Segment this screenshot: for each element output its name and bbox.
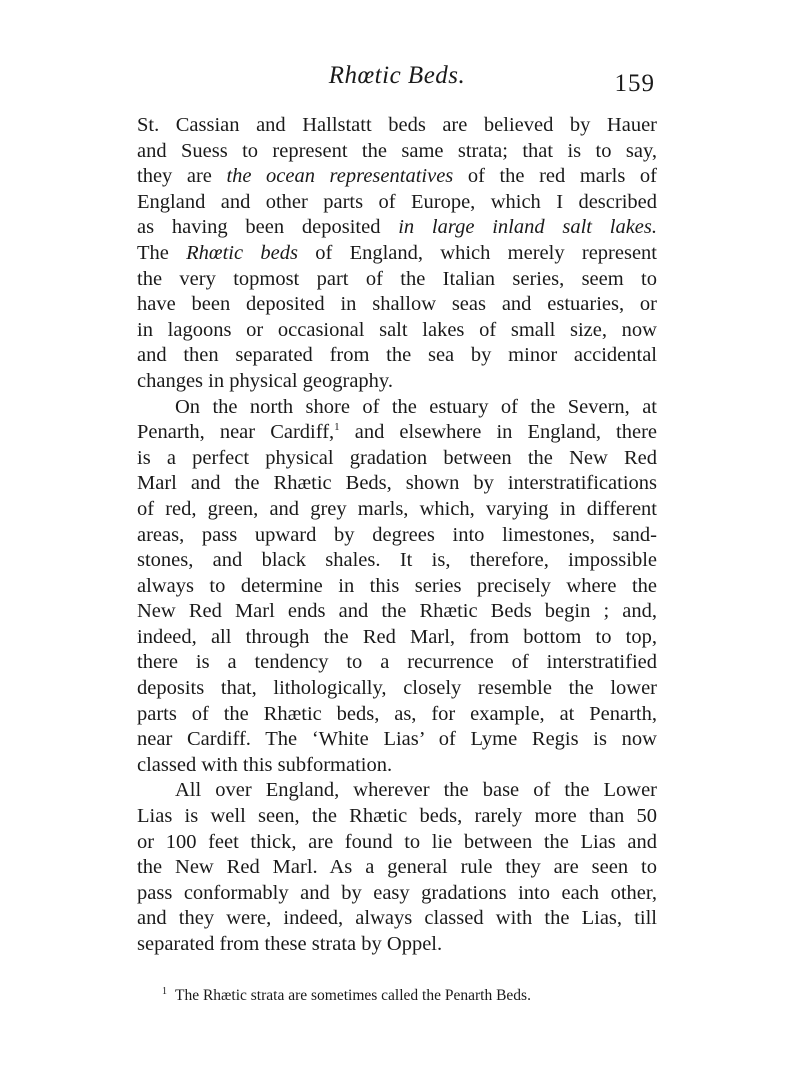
text-line <box>137 318 657 344</box>
text-line <box>137 523 657 549</box>
text-line <box>137 727 657 753</box>
text-segment: of the red marls of <box>453 165 657 188</box>
paragraph <box>137 778 657 957</box>
footnote-text: The Rhætic strata are sometimes called the Penarth Beds. <box>175 987 531 1004</box>
text-line <box>137 574 657 600</box>
paragraph <box>137 113 657 395</box>
text-segment: they are <box>137 165 227 188</box>
footnote: 1 The Rhætic strata are sometimes called the Penarth Beds. <box>162 985 531 1004</box>
italic-text: the ocean representatives <box>226 165 454 188</box>
running-title: Rhœtic Beds. <box>328 62 466 89</box>
text-segment: Marl and the Rhætic Beds, shown by interstratifications <box>137 472 657 495</box>
text-line <box>137 215 657 241</box>
text-segment: of red, green, and grey marls, which, varying in different <box>137 497 657 520</box>
text-segment: areas, pass upward by degrees into limestones, sand- <box>137 523 657 546</box>
text-line <box>137 292 657 318</box>
text-line <box>137 625 657 651</box>
footnote-reference: 1 <box>334 421 340 434</box>
text-line <box>137 139 657 165</box>
italic-text: in large inland salt lakes. <box>398 216 658 239</box>
text-line <box>137 343 657 369</box>
text-segment: is a perfect physical gradation between the New Red <box>137 446 657 469</box>
text-segment: classed with this subformation. <box>137 753 393 776</box>
text-segment: stones, and black shales. It is, therefore, impossible <box>137 549 657 572</box>
body-text <box>137 113 657 958</box>
text-segment: and elsewhere in England, there <box>339 421 657 444</box>
text-line <box>137 599 657 625</box>
text-segment: or 100 feet thick, are found to lie between the Lias and <box>137 830 657 853</box>
text-segment: The <box>137 241 187 264</box>
text-segment: there is a tendency to a recurrence of interstratified <box>137 651 657 674</box>
text-line <box>137 932 657 958</box>
text-segment: On the north shore of the estuary of the Severn, at <box>175 395 657 418</box>
text-segment: the very topmost part of the Italian series, seem to <box>137 267 657 290</box>
text-line <box>137 830 657 856</box>
text-segment: near Cardiff. The ‘White Lias’ of Lyme Regis is now <box>137 728 657 751</box>
text-line <box>137 881 657 907</box>
text-line <box>137 906 657 932</box>
text-line <box>137 702 657 728</box>
text-segment: indeed, all through the Red Marl, from bottom to top, <box>137 625 657 648</box>
text-segment: in lagoons or occasional salt lakes of small size, now <box>137 318 657 341</box>
running-head <box>137 62 657 102</box>
text-segment: Penarth, near Cardiff, <box>137 421 335 444</box>
text-segment: and Suess to represent the same strata; that is to say, <box>137 139 657 162</box>
text-segment: and then separated from the sea by minor accidental <box>137 344 657 367</box>
text-segment: have been deposited in shallow seas and estuaries, or <box>137 293 657 316</box>
text-segment: All over England, wherever the base of the Lower <box>175 779 657 802</box>
text-segment: the New Red Marl. As a general rule they are seen to <box>137 856 657 879</box>
text-line <box>137 753 657 779</box>
text-segment: deposits that, lithologically, closely resemble the lower <box>137 677 657 700</box>
paragraph <box>137 395 657 779</box>
text-line <box>137 420 657 446</box>
text-segment: separated from these strata by Oppel. <box>137 933 443 955</box>
text-segment: St. Cassian and Hallstatt beds are believed by Hauer <box>137 114 657 136</box>
text-line <box>137 190 657 216</box>
text-segment: as having been deposited <box>137 216 399 239</box>
text-line <box>137 241 657 267</box>
text-line <box>137 804 657 830</box>
text-segment: parts of the Rhætic beds, as, for example, at Penarth, <box>137 702 657 725</box>
text-line <box>137 778 657 804</box>
text-line <box>137 497 657 523</box>
text-line <box>137 164 657 190</box>
italic-text: Rhœtic beds <box>186 241 298 264</box>
text-segment: and they were, indeed, always classed with the Lias, till <box>137 907 657 930</box>
text-line <box>137 548 657 574</box>
text-line <box>137 676 657 702</box>
text-line <box>137 471 657 497</box>
text-line <box>137 395 657 421</box>
text-line <box>137 267 657 293</box>
text-segment: changes in physical geography. <box>137 369 393 392</box>
text-segment: New Red Marl ends and the Rhætic Beds begin ; and, <box>137 600 657 623</box>
text-segment: always to determine in this series precisely where the <box>137 574 657 597</box>
text-line <box>137 113 657 139</box>
text-segment: of England, which merely represent <box>297 241 658 264</box>
text-line <box>137 650 657 676</box>
text-line <box>137 446 657 472</box>
text-line <box>137 369 657 395</box>
text-segment: pass conformably and by easy gradations into each other, <box>137 881 657 904</box>
text-segment: England and other parts of Europe, which I described <box>137 190 657 213</box>
page-number: 159 <box>614 70 655 97</box>
text-segment: Lias is well seen, the Rhætic beds, rarely more than 50 <box>137 805 657 828</box>
text-line <box>137 855 657 881</box>
